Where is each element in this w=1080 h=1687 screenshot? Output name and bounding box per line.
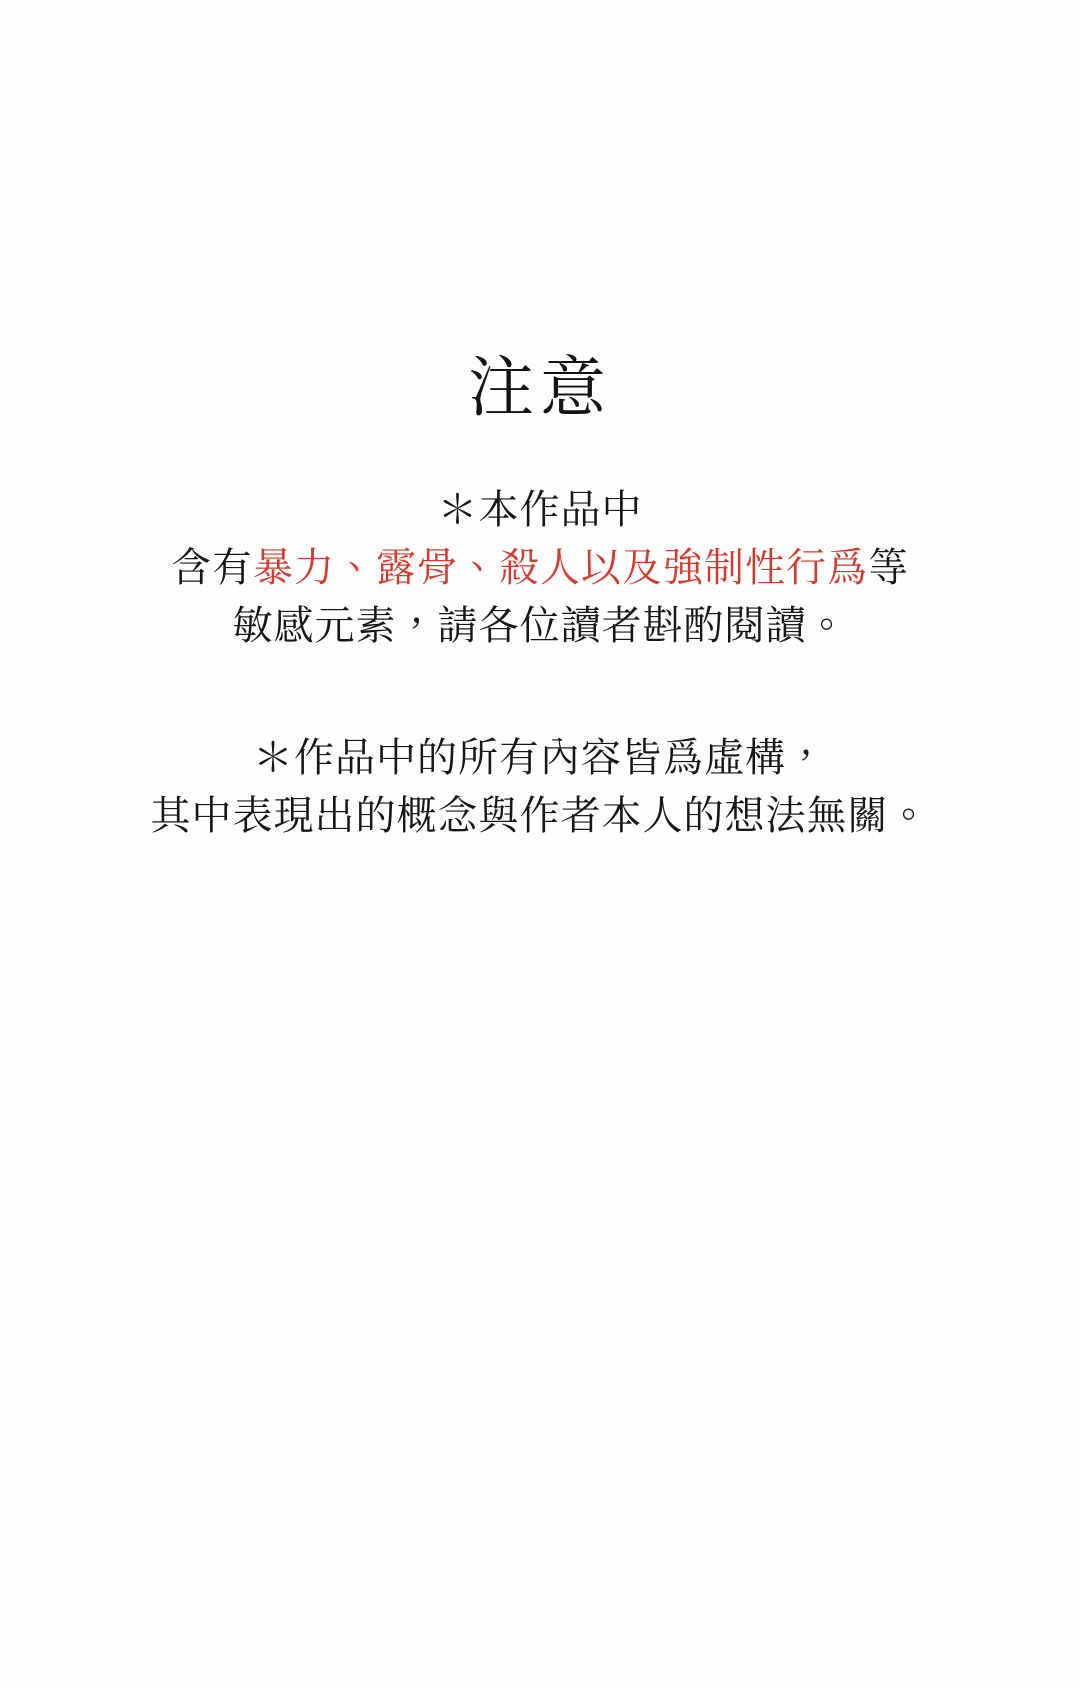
notice-paragraph-two-line-one (151, 729, 930, 787)
notice-paragraph-two-line-two (151, 787, 930, 845)
notice-paragraph-two (31, 729, 1050, 845)
page-title: 注意 (468, 349, 612, 426)
notice-line-text: ＊作品中的所有內容皆爲虛構， (253, 734, 827, 781)
notice-paragraph-one (51, 481, 1029, 655)
notice-line-prefix: 含有 (171, 544, 253, 591)
notice-block (0, 349, 1080, 845)
notice-warning-terms: 暴力、露骨、殺人以及強制性行爲 (253, 544, 868, 591)
notice-line-text: ＊本作品中 (437, 486, 643, 533)
notice-paragraph-one-line-three (171, 597, 909, 655)
notice-paragraph-one-line-two (171, 539, 909, 597)
notice-line-text: 其中表現出的概念與作者本人的想法無關。 (150, 792, 930, 839)
notice-paragraph-one-line-one (171, 481, 909, 539)
notice-line-suffix: 等 (868, 544, 909, 591)
notice-line-text: 敏感元素，請各位讀者斟酌閱讀。 (232, 602, 848, 649)
